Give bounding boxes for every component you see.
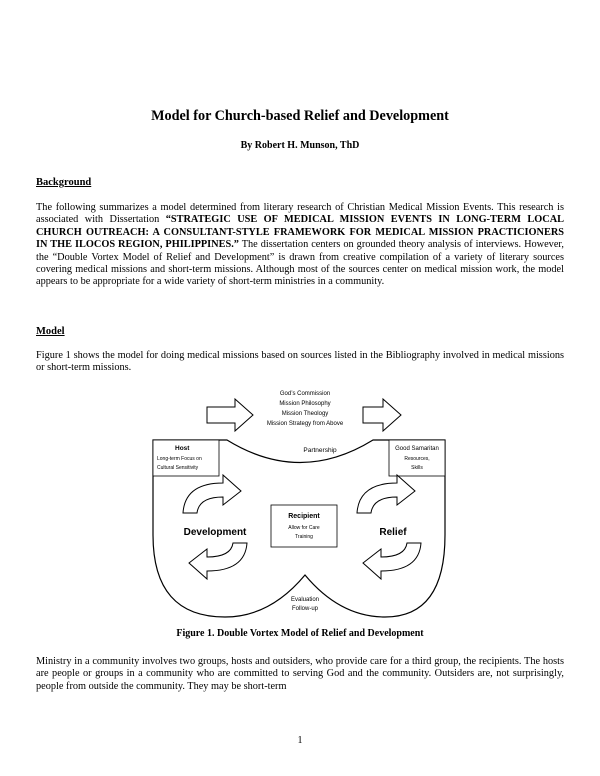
model-paragraph: Figure 1 shows the model for doing medical missions based on sources listed in the Bibliography involved in medical missions or short-term missions.: [36, 350, 564, 374]
recipient-sub-1: Allow for Care: [288, 525, 320, 531]
right-block-arrow-left: [207, 399, 253, 431]
top-line-4: Mission Strategy from Above: [266, 421, 344, 427]
document-author: By Robert H. Munson, ThD: [240, 140, 360, 151]
host-title: Host: [175, 445, 190, 452]
good-samaritan-sub-2: Skills: [411, 465, 423, 471]
page-number: 1: [297, 735, 303, 746]
document-title: Model for Church-based Relief and Development: [151, 108, 449, 124]
development-label: Development: [183, 527, 247, 538]
section-heading-model: Model: [36, 326, 65, 337]
recipient-title: Recipient: [288, 513, 320, 520]
right-block-arrow-right: [363, 399, 401, 431]
background-text-part1: The following summarizes a model determined from literary research of Christian Medical Mission Events. This research is associated with Dissertation: [36, 202, 564, 226]
relief-label: Relief: [379, 527, 407, 538]
figure-caption: Figure 1. Double Vortex Model of Relief and Development: [176, 628, 424, 639]
background-paragraph: [36, 202, 564, 289]
follow-up-label: Follow-up: [291, 606, 319, 612]
good-samaritan-title: Good Samaritan: [395, 446, 439, 452]
top-line-1: God’s Commission: [279, 391, 331, 397]
good-samaritan-sub-1: Resources,: [404, 456, 430, 462]
ministry-paragraph: Ministry in a community involves two groups, hosts and outsiders, who provide care for a third group, the recipients. The hosts are people or groups in a community who are committed to serving God and the community. Outsiders are, not surprisingly, people from outside the community. They may be short-term: [36, 656, 564, 692]
top-line-3: Mission Theology: [281, 411, 329, 417]
section-heading-background: Background: [36, 177, 92, 188]
evaluation-label: Evaluation: [290, 597, 320, 603]
recipient-sub-2: Training: [295, 534, 313, 540]
double-vortex-figure: [145, 385, 455, 623]
partnership-label: Partnership: [303, 447, 337, 454]
dissertation-title: “STRATEGIC USE OF MEDICAL MISSION EVENTS IN LONG-TERM LOCAL CHURCH OUTREACH: A CONSULTANT-STYLE FRAMEWORK FOR MEDICAL MISSION PRACTICIONERS IN THE ILOCOS REGION, PHILIPPINES.”: [36, 214, 564, 251]
host-sub-2: Cultural Sensitivity: [157, 465, 199, 471]
host-sub-1: Long-term Focus on: [157, 456, 202, 462]
background-text-part2: The dissertation centers on grounded theory analysis of interviews. However, the “Double Vortex Model of Relief and Development” is drawn from creative compilation of a variety of literary sources covering medical missions and short-term missions. Although most of the sources center on medical mission work, the model appears to be appropriate for a wide variety of short-term ministries in a community.: [36, 239, 564, 288]
top-line-2: Mission Philosophy: [279, 401, 331, 407]
